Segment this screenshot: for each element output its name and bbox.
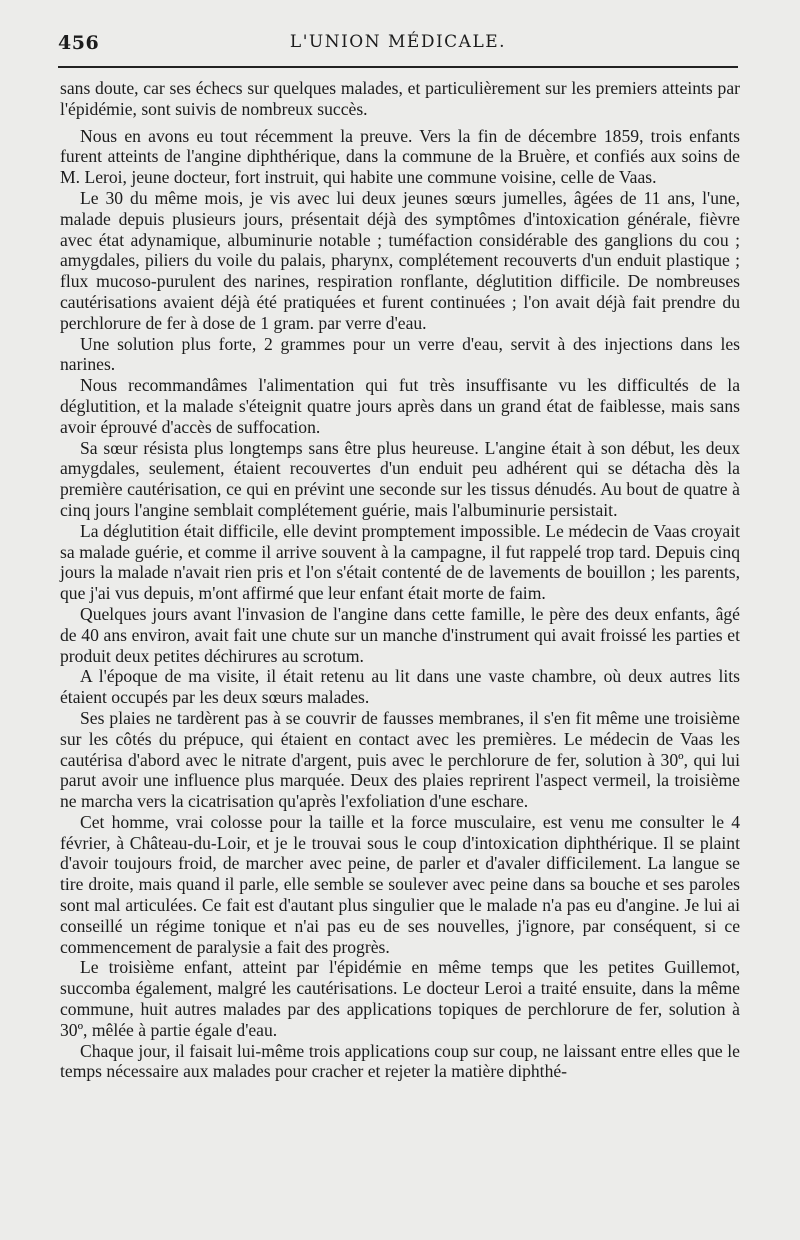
body-text bbox=[60, 78, 740, 1082]
paragraph: Le troisième enfant, atteint par l'épidémie en même temps que les petites Guillemot, succomba également, malgré les cautérisations. Le docteur Leroi a traité ensuite, dans la même commune, huit autres malades par des applications topiques de perchlorure de fer, solution à 30º, mêlée à partie égale d'eau. bbox=[60, 957, 740, 1040]
paragraph: Quelques jours avant l'invasion de l'angine dans cette famille, le père des deux enfants, âgé de 40 ans environ, avait fait une chute sur un manche d'instrument qui avait froissé les parties et produit deux petites déchirures au scrotum. bbox=[60, 603, 740, 666]
running-head bbox=[58, 32, 738, 60]
journal-title: L'UNION MÉDICALE. bbox=[289, 32, 507, 52]
paragraph: Ses plaies ne tardèrent pas à se couvrir de fausses membranes, il s'en fit même une troisième sur les côtés du prépuce, qui étaient en contact avec les premières. Le médecin de Vaas les cautérisa d'abord avec le nitrate d'argent, puis avec le perchlorure de fer, solution à 30º, qui lui parut avoir une influence plus marquée. Deux des plaies reprirent l'aspect vermeil, la troisième ne marcha vers la cicatrisation qu'après l'exfoliation d'une eschare. bbox=[60, 707, 740, 812]
header-rule bbox=[58, 66, 738, 68]
paragraph: La déglutition était difficile, elle devint promptement impossible. Le médecin de Vaas croyait sa malade guérie, et comme il arrive souvent à la campagne, il fut rappelé trop tard. Depuis cinq jours la malade n'avait rien pris et l'on s'était contenté de de lavements de bouillon ; les parents, que j'ai vus depuis, m'ont affirmé que leur enfant était morte de faim. bbox=[60, 520, 740, 604]
page-number: 456 bbox=[58, 32, 100, 54]
paragraph: Sa sœur résista plus longtemps sans être plus heureuse. L'angine était à son début, les deux amygdales, seulement, étaient recouvertes d'un enduit peu adhérent qui se détacha dès la première cautérisation, ce qui en prévint une seconde sur les tissus dénudés. Au bout de quatre à cinq jours l'angine semblait complétement guérie, mais l'albuminurie persistait. bbox=[60, 437, 740, 520]
paragraph: Nous recommandâmes l'alimentation qui fut très insuffisante vu les difficultés de la déglutition, et la malade s'éteignit quatre jours après dans un grand état de faiblesse, mais sans avoir éprouvé d'accès de suffocation. bbox=[60, 375, 740, 437]
paragraph: Chaque jour, il faisait lui-même trois applications coup sur coup, ne laissant entre elles que le temps nécessaire aux malades pour cracher et rejeter la matière diphthé- bbox=[60, 1040, 740, 1082]
paragraph: Cet homme, vrai colosse pour la taille et la force musculaire, est venu me consulter le 4 février, à Château-du-Loir, et je le trouvai sous le coup d'intoxication diphthérique. Il se plaint d'avoir toujours froid, de marcher avec peine, de parler et d'avaler difficilement. La langue se tire droite, mais quand il parle, elle semble se soulever avec peine dans sa bouche et ses paroles sont mal articulées. Ce fait est d'autant plus singulier que le malade n'a pas eu d'angine. Je lui ai conseillé un régime tonique et n'ai pas eu de ses nouvelles, j'ignore, par conséquent, si ce commencement de paralysie a fait des progrès. bbox=[60, 811, 740, 957]
paragraph: sans doute, car ses échecs sur quelques malades, et particulièrement sur les premiers atteints par l'épidémie, sont suivis de nombreux succès. bbox=[60, 78, 740, 119]
paragraph: A l'époque de ma visite, il était retenu au lit dans une vaste chambre, où deux autres lits étaient occupés par les deux sœurs malades. bbox=[60, 666, 740, 708]
paragraph: Une solution plus forte, 2 grammes pour un verre d'eau, servit à des injections dans les narines. bbox=[60, 333, 740, 375]
paragraph: Le 30 du même mois, je vis avec lui deux jeunes sœurs jumelles, âgées de 11 ans, l'une, malade depuis plusieurs jours, présentait déjà des symptômes d'intoxication générale, fièvre avec état adynamique, albuminurie notable ; tuméfaction considérable des ganglions du cou ; amygdales, piliers du voile du palais, pharynx, complétement recouverts d'un enduit plastique ; flux mucoso-purulent des narines, respiration ronflante, déglutition difficile. De nombreuses cautérisations avaient déjà été pratiquées et furent continuées ; l'on avait déjà fait prendre du perchlorure de fer à dose de 1 gram. par verre d'eau. bbox=[60, 187, 740, 333]
paragraph: Nous en avons eu tout récemment la preuve. Vers la fin de décembre 1859, trois enfants furent atteints de l'angine diphthérique, dans la commune de la Bruère, et confiés aux soins de M. Leroi, jeune docteur, fort instruit, qui habite une commune voisine, celle de Vaas. bbox=[60, 125, 740, 188]
